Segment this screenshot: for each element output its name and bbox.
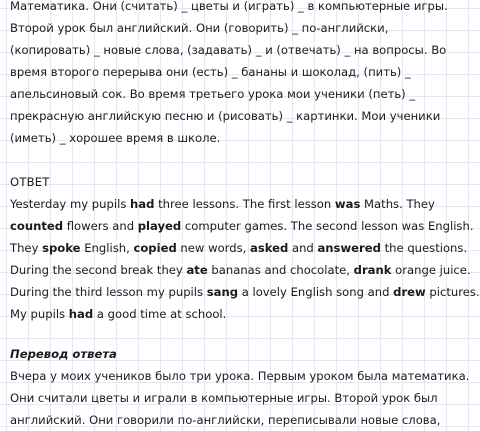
answer-line (10, 259, 471, 281)
answer-segment: They (10, 241, 43, 255)
section-spacer (10, 149, 415, 171)
answer-segment: new words, (176, 241, 250, 255)
answer-text (10, 193, 480, 325)
answer-verb: was (334, 197, 361, 211)
answer-segment: and (288, 241, 318, 255)
answer-line (10, 237, 468, 259)
answer-verb: drew (393, 285, 426, 299)
task-line: Второй урок был английский. Они (говорить) _ по-английски, (10, 21, 389, 35)
answer-segment: a lovely English song and (238, 285, 394, 299)
task-line: (копировать) _ новые слова, (задавать) _ и (отвечать) _ на вопросы. Во (10, 43, 447, 57)
task-line: прекрасную английскую песню и (рисовать) _ картинки. Мои ученики (10, 109, 441, 123)
translation-line: Вчера у моих учеников было три урока. Первым уроком была математика. (10, 369, 470, 383)
answer-segment: Yesterday my pupils (10, 197, 131, 211)
answer-verb: played (137, 219, 182, 233)
answer-verb: answered (317, 241, 381, 255)
task-line: время второго перерыва они (есть) _ бананы и шоколад, (пить) _ (10, 65, 411, 79)
answer-line (10, 193, 435, 215)
answer-segment: a good time at school. (93, 307, 227, 321)
answer-segment: the questions. (380, 241, 468, 255)
answer-segment: three lessons. The first lesson (154, 197, 335, 211)
translation-line: Они считали цветы и играли в компьютерные игры. Второй урок был (10, 391, 438, 405)
translation-text (10, 365, 470, 431)
answer-segment: During the third lesson my pupils (10, 285, 207, 299)
section-spacer (10, 325, 415, 343)
answer-verb: spoke (42, 241, 81, 255)
answer-segment: During the second break they (10, 263, 187, 277)
answer-verb: ate (186, 263, 208, 277)
task-line: апельсиновый сок. Во время третьего урока мои ученики (петь) _ (10, 87, 416, 101)
answer-segment: pictures. (425, 285, 480, 299)
answer-verb: copied (133, 241, 177, 255)
answer-segment: English, (80, 241, 134, 255)
translation-heading: Перевод ответа (10, 347, 117, 361)
answer-verb: counted (10, 219, 64, 233)
answer-line (10, 281, 480, 303)
answer-segment: flowers and (63, 219, 138, 233)
answer-segment: orange juice. (391, 263, 471, 277)
task-text (10, 0, 448, 149)
answer-segment: bananas and chocolate, (207, 263, 354, 277)
answer-segment: Maths. They (360, 197, 435, 211)
answer-verb: sang (206, 285, 239, 299)
answer-verb: drank (353, 263, 392, 277)
answer-segment: computer games. The second lesson was English. (181, 219, 474, 233)
answer-segment: My pupils (10, 307, 69, 321)
answer-verb: had (68, 307, 94, 321)
answer-verb: had (130, 197, 155, 211)
answer-line (10, 303, 415, 325)
translation-line: английский. Они говорили по-английски, переписывали новые слова, (10, 413, 441, 427)
task-line: Математика. Они (считать) _ цветы и (играть) _ в компьютерные игры. (10, 0, 448, 13)
answer-verb: asked (250, 241, 289, 255)
task-line: (иметь) _ хорошее время в школе. (10, 131, 221, 145)
answer-line (10, 215, 474, 237)
answer-heading: ОТВЕТ (10, 175, 50, 189)
